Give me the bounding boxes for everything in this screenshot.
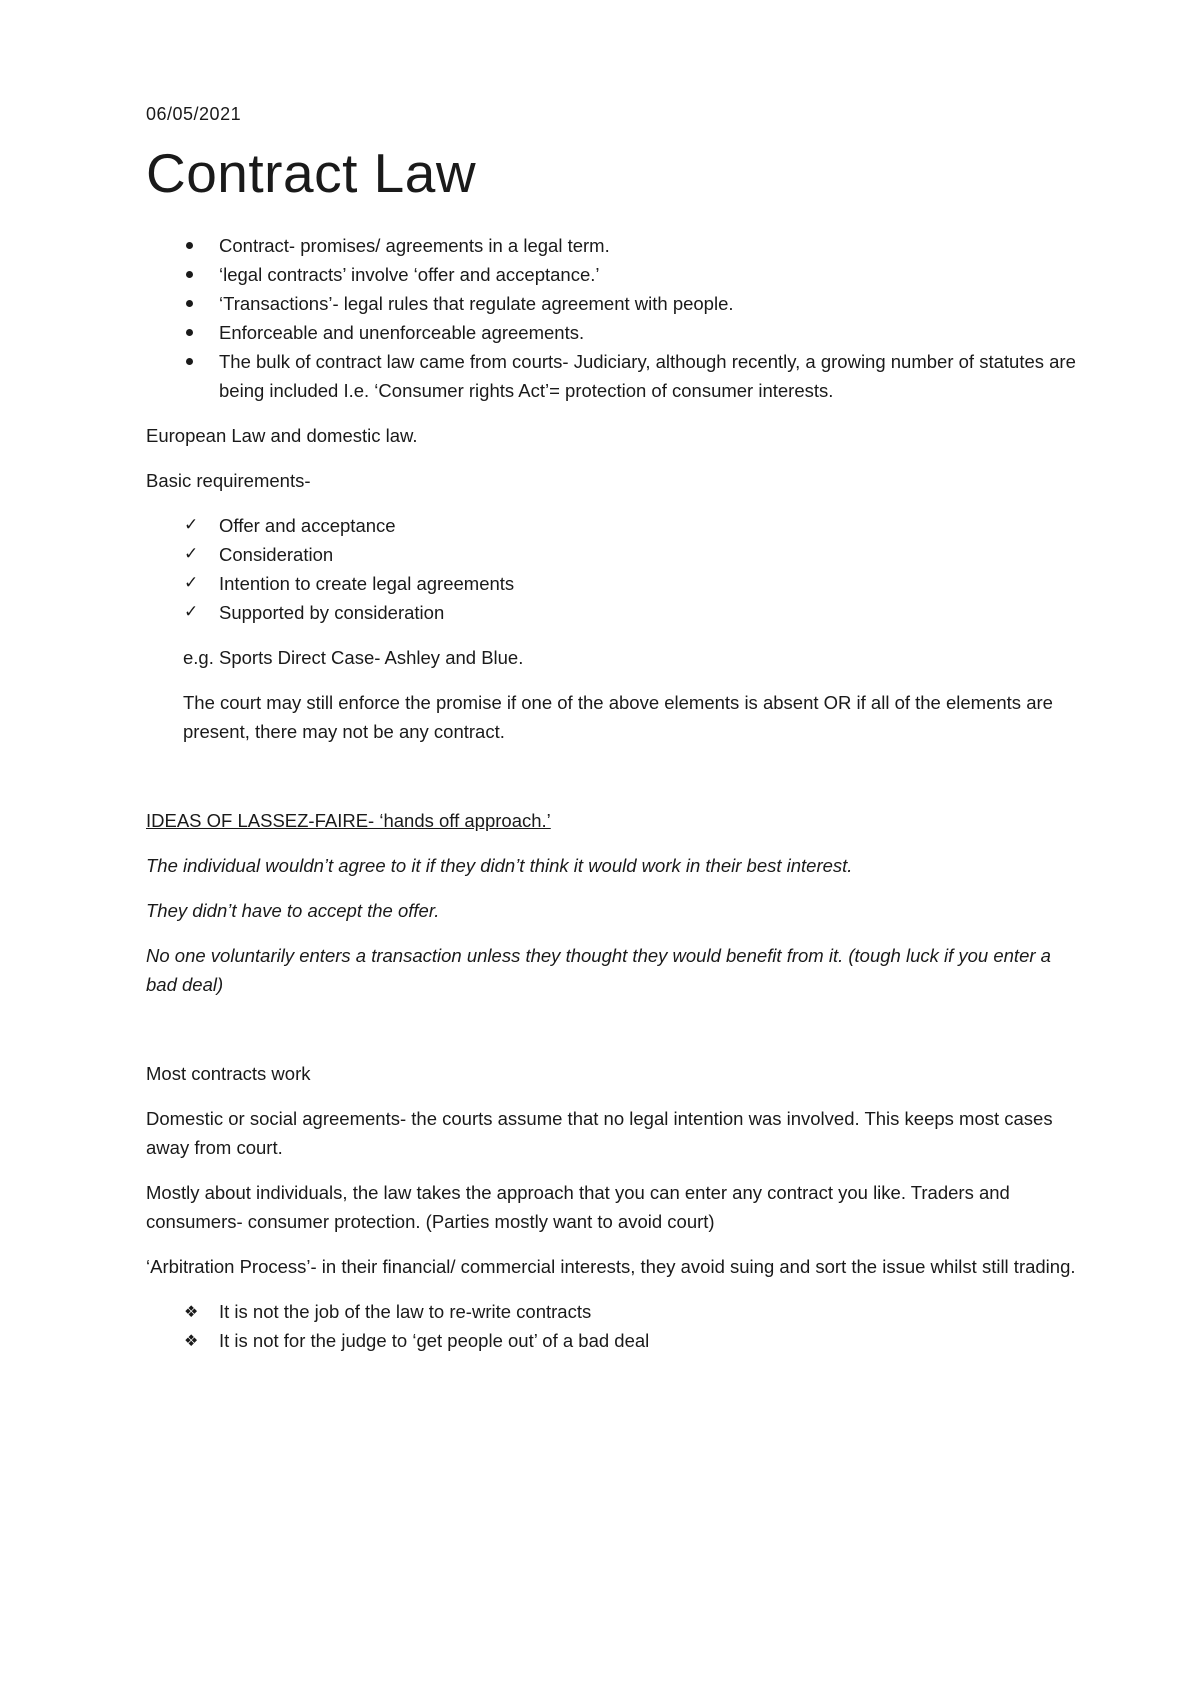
paragraph-domestic-agreements: Domestic or social agreements- the courts assume that no legal intention was involved. This keeps most cases away from court. — [146, 1108, 1053, 1158]
spacer — [146, 1015, 1086, 1059]
diamond-bullet-icon: ❖ — [184, 1331, 199, 1350]
italic-paragraph-accept-offer: They didn’t have to accept the offer. — [146, 900, 440, 921]
list-item — [146, 1326, 1086, 1355]
document-body — [146, 100, 1086, 1371]
list-item-text: Intention to create legal agreements — [219, 573, 515, 594]
list-item — [146, 511, 1086, 540]
list-item — [146, 347, 1086, 405]
list-item-text: Consideration — [219, 544, 334, 565]
list-item-text: ‘Transactions’- legal rules that regulate agreement with people. — [219, 293, 734, 314]
checkmark-icon: ✓ — [184, 602, 199, 622]
list-item-text: It is not for the judge to ‘get people out’ of a bad deal — [219, 1330, 650, 1351]
list-item — [146, 540, 1086, 569]
bullet-icon — [186, 271, 193, 278]
paragraph-basic-requirements: Basic requirements- — [146, 470, 311, 491]
requirements-check-list — [146, 511, 1086, 627]
document-date: 06/05/2021 — [146, 104, 242, 124]
document-title: Contract Law — [146, 142, 477, 204]
list-item-text: ‘legal contracts’ involve ‘offer and acceptance.’ — [219, 264, 600, 285]
list-item-text: Enforceable and unenforceable agreements. — [219, 322, 585, 343]
principles-diamond-list — [146, 1297, 1086, 1355]
list-item — [146, 598, 1086, 627]
list-item — [146, 1297, 1086, 1326]
paragraph-most-contracts: Most contracts work — [146, 1063, 311, 1084]
checkmark-icon: ✓ — [184, 544, 199, 564]
paragraph-court-enforcement: The court may still enforce the promise if one of the above elements is absent OR if all of the elements are present, there may not be any contract. — [183, 692, 1053, 742]
bullet-icon — [186, 300, 193, 307]
intro-bullet-list — [146, 231, 1086, 405]
bullet-icon — [186, 358, 193, 365]
list-item-text: The bulk of contract law came from courts- Judiciary, although recently, a growing number of statutes are being included I.e. ‘Consumer rights Act’= protection of consumer interests. — [219, 351, 1076, 401]
checkmark-icon: ✓ — [184, 515, 199, 535]
paragraph-european-law: European Law and domestic law. — [146, 425, 418, 446]
checkmark-icon: ✓ — [184, 573, 199, 593]
list-item — [146, 318, 1086, 347]
list-item-text: It is not the job of the law to re-write contracts — [219, 1301, 592, 1322]
list-item-text: Contract- promises/ agreements in a legal term. — [219, 235, 610, 256]
italic-paragraph-voluntary-transaction: No one voluntarily enters a transaction unless they thought they would benefit from it. (tough luck if you enter a bad deal) — [146, 945, 1051, 995]
paragraph-arbitration: ‘Arbitration Process’- in their financial/ commercial interests, they avoid suing and sort the issue whilst still trading. — [146, 1256, 1076, 1277]
paragraph-example: e.g. Sports Direct Case- Ashley and Blue. — [183, 647, 524, 668]
list-item — [146, 231, 1086, 260]
spacer — [146, 762, 1086, 806]
paragraph-individuals: Mostly about individuals, the law takes the approach that you can enter any contract you like. Traders and consumers- consumer protection. (Parties mostly want to avoid court) — [146, 1182, 1010, 1232]
list-item — [146, 569, 1086, 598]
list-item — [146, 260, 1086, 289]
list-item-text: Offer and acceptance — [219, 515, 396, 536]
list-item-text: Supported by consideration — [219, 602, 445, 623]
diamond-bullet-icon: ❖ — [184, 1302, 199, 1321]
heading-laissez-faire: IDEAS OF LASSEZ-FAIRE- ‘hands off approach.’ — [146, 810, 551, 831]
bullet-icon — [186, 329, 193, 336]
bullet-icon — [186, 242, 193, 249]
list-item — [146, 289, 1086, 318]
italic-paragraph-best-interest: The individual wouldn’t agree to it if they didn’t think it would work in their best interest. — [146, 855, 853, 876]
